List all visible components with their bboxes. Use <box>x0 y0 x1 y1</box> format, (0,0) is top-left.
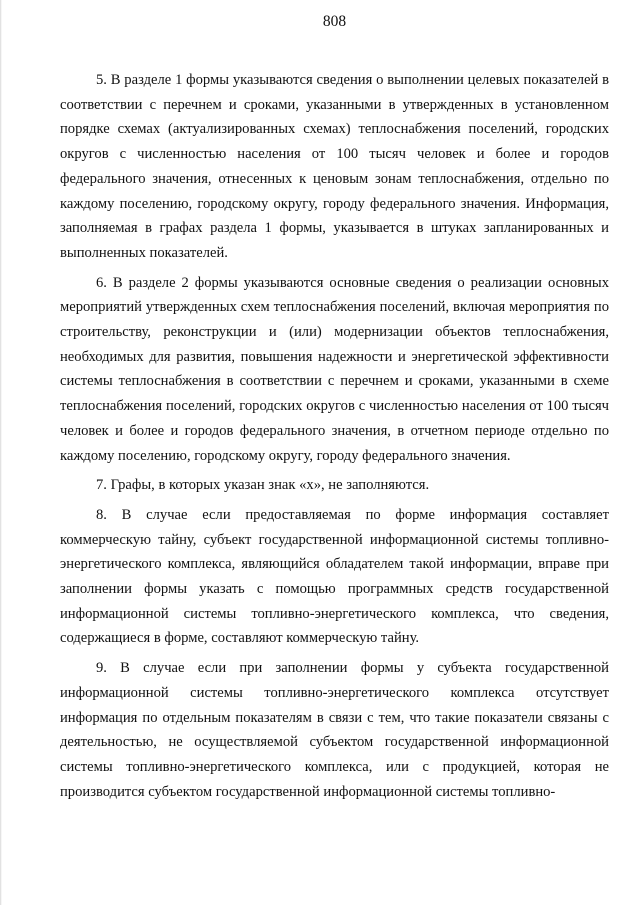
paragraph-8: 8. В случае если предоставляемая по форме информация составляет коммерческую тайну, субъект государственной информационной системы топливно-энергетического комплекса, являющийся обладателем такой информации, вправе при заполнении формы указать с помощью программных средств государственной информационной системы топливно-энергетического комплекса, что сведения, содержащиеся в форме, составляют коммерческую тайну. <box>60 506 609 647</box>
document-body <box>60 68 609 809</box>
scan-edge <box>0 0 2 905</box>
paragraph-6: 6. В разделе 2 формы указываются основные сведения о реализации основных мероприятий утвержденных схем теплоснабжения поселений, включая мероприятия по строительству, реконструкции и (или) модернизации объектов теплоснабжения, необходимых для развития, повышения надежности и энергетической эффективности системы теплоснабжения в соответствии с перечнем и сроками, указанными в схеме теплоснабжения поселений, городских округов с численностью населения от 100 тысяч человек и более и городов федерального значения, в отчетном периоде отдельно по каждому поселению, городскому округу, городу федерального значения. <box>60 274 609 464</box>
paragraph-9: 9. В случае если при заполнении формы у субъекта государственной информационной системы топливно-энергетического комплекса отсутствует информация по отдельным показателям в связи с тем, что такие показатели связаны с деятельностью, не осуществляемой субъектом государственной информационной системы топливно-энергетического комплекса, или с продукцией, которая не производится субъектом государственной информационной системы топливно- <box>60 660 609 800</box>
paragraph-5: 5. В разделе 1 формы указываются сведения о выполнении целевых показателей в соответствии с перечнем и сроками, указанными в утвержденных в установленном порядке схемах (актуализированных схемах) теплоснабжения поселений, городских округов с численностью населения от 100 тысяч человек и более и городов федерального значения, отнесенных к ценовым зонам теплоснабжения, отдельно по каждому поселению, городскому округу, городу федерального значения. Информация, заполняемая в графах раздела 1 формы, указывается в штуках запланированных и выполненных показателей. <box>60 72 609 261</box>
paragraph-7: 7. Графы, в которых указан знак «х», не заполняются. <box>96 477 430 494</box>
document-page <box>60 0 609 905</box>
page-number: 808 <box>322 13 347 30</box>
